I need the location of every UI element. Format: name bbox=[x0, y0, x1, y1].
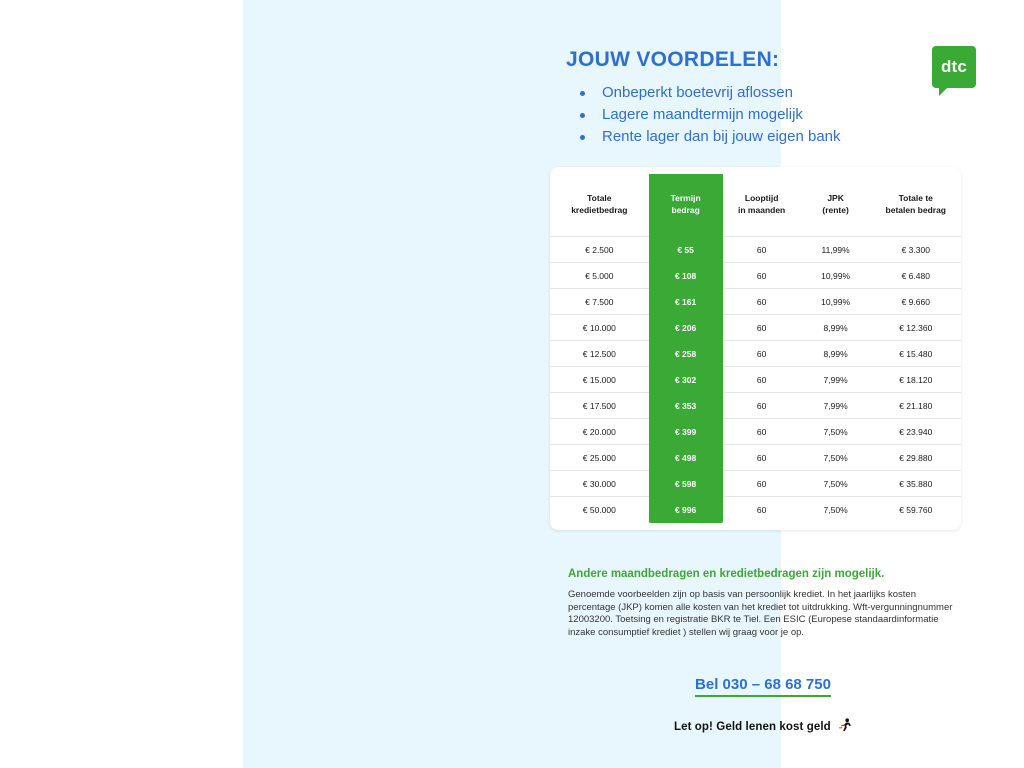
cell-totaal: € 15.480 bbox=[871, 341, 961, 367]
header-line-2: bedrag bbox=[671, 205, 700, 215]
header-line-2: in maanden bbox=[738, 205, 786, 215]
cell-totaal: € 23.940 bbox=[871, 419, 961, 445]
cell-jpk: 10,99% bbox=[801, 289, 871, 315]
cell-termijn: € 161 bbox=[649, 289, 723, 315]
cell-looptijd: 60 bbox=[723, 237, 801, 263]
header-line-2: betalen bedrag bbox=[885, 205, 946, 215]
header-line-2: kredietbedrag bbox=[571, 205, 628, 215]
cell-termijn: € 399 bbox=[649, 419, 723, 445]
cell-jpk: 7,99% bbox=[801, 367, 871, 393]
page-title: JOUW VOORDELEN: bbox=[566, 48, 780, 71]
cell-termijn: € 108 bbox=[649, 263, 723, 289]
cell-krediet: € 10.000 bbox=[550, 315, 649, 341]
table-row bbox=[550, 237, 961, 263]
rates-table-card bbox=[550, 167, 961, 530]
cell-termijn: € 598 bbox=[649, 471, 723, 497]
cell-krediet: € 20.000 bbox=[550, 419, 649, 445]
cell-totaal: € 18.120 bbox=[871, 367, 961, 393]
cell-looptijd: 60 bbox=[723, 471, 801, 497]
cell-krediet: € 17.500 bbox=[550, 393, 649, 419]
cell-looptijd: 60 bbox=[723, 445, 801, 471]
cell-termijn: € 206 bbox=[649, 315, 723, 341]
cell-looptijd: 60 bbox=[723, 289, 801, 315]
cell-termijn: € 302 bbox=[649, 367, 723, 393]
cell-termijn: € 353 bbox=[649, 393, 723, 419]
cell-totaal: € 3.300 bbox=[871, 237, 961, 263]
cell-looptijd: 60 bbox=[723, 341, 801, 367]
footer bbox=[568, 568, 958, 733]
running-person-icon bbox=[839, 718, 852, 735]
cell-termijn: € 498 bbox=[649, 445, 723, 471]
phone-link[interactable]: Bel 030 – 68 68 750 bbox=[695, 676, 831, 697]
list-item bbox=[566, 104, 986, 126]
cell-totaal: € 59.760 bbox=[871, 497, 961, 523]
cell-jpk: 11,99% bbox=[801, 237, 871, 263]
cell-jpk: 8,99% bbox=[801, 315, 871, 341]
cell-looptijd: 60 bbox=[723, 315, 801, 341]
cell-looptijd: 60 bbox=[723, 419, 801, 445]
cell-krediet: € 50.000 bbox=[550, 497, 649, 523]
cell-jpk: 7,50% bbox=[801, 497, 871, 523]
cell-jpk: 7,50% bbox=[801, 419, 871, 445]
cell-looptijd: 60 bbox=[723, 263, 801, 289]
cell-totaal: € 29.880 bbox=[871, 445, 961, 471]
cell-looptijd: 60 bbox=[723, 367, 801, 393]
cell-totaal: € 21.180 bbox=[871, 393, 961, 419]
header-line-1: Totale te bbox=[898, 193, 933, 203]
table-row bbox=[550, 471, 961, 497]
header-line-1: Looptijd bbox=[744, 193, 779, 203]
cell-looptijd: 60 bbox=[723, 393, 801, 419]
bullet-icon bbox=[580, 113, 585, 118]
cell-totaal: € 12.360 bbox=[871, 315, 961, 341]
cell-termijn: € 996 bbox=[649, 497, 723, 523]
header-line-1: Termijn bbox=[670, 193, 701, 203]
benefit-label: Rente lager dan bij jouw eigen bank bbox=[602, 128, 841, 145]
cell-krediet: € 5.000 bbox=[550, 263, 649, 289]
header-line-1: Totale bbox=[587, 193, 612, 203]
table-row bbox=[550, 393, 961, 419]
table-row bbox=[550, 419, 961, 445]
table-row bbox=[550, 367, 961, 393]
column-header-totale-kredietbedrag bbox=[550, 174, 649, 237]
cell-jpk: 7,50% bbox=[801, 445, 871, 471]
cell-totaal: € 9.660 bbox=[871, 289, 961, 315]
table-row bbox=[550, 497, 961, 523]
footer-disclaimer: Genoemde voorbeelden zijn op basis van persoonlijk krediet. In het jaarlijks kosten percentage (JKP) komen alle kosten van het krediet tot uitdrukking. Wft-vergunningnummer 12003200. Toetsing en registratie BKR te Tiel. Een ESIC (Europese standaardinformatie inzake consumptief krediet ) stellen wij graag voor je op. bbox=[568, 589, 953, 638]
column-header-totale-te-betalen bbox=[871, 174, 961, 237]
cell-krediet: € 2.500 bbox=[550, 237, 649, 263]
cell-jpk: 7,99% bbox=[801, 393, 871, 419]
footer-title: Andere maandbedragen en kredietbedragen zijn mogelijk. bbox=[568, 568, 885, 580]
cell-termijn: € 55 bbox=[649, 237, 723, 263]
cell-jpk: 7,50% bbox=[801, 471, 871, 497]
cell-totaal: € 6.480 bbox=[871, 263, 961, 289]
cell-krediet: € 7.500 bbox=[550, 289, 649, 315]
benefits-list bbox=[566, 82, 986, 148]
phone-block bbox=[568, 676, 958, 694]
column-header-termijn-bedrag bbox=[649, 174, 723, 237]
cell-krediet: € 12.500 bbox=[550, 341, 649, 367]
cell-jpk: 8,99% bbox=[801, 341, 871, 367]
dtc-logo bbox=[932, 46, 976, 88]
cell-krediet: € 30.000 bbox=[550, 471, 649, 497]
header bbox=[566, 48, 986, 148]
warning-block bbox=[568, 718, 958, 735]
table-row bbox=[550, 289, 961, 315]
cell-termijn: € 258 bbox=[649, 341, 723, 367]
logo-text: dtc bbox=[940, 57, 968, 76]
cell-looptijd: 60 bbox=[723, 497, 801, 523]
header-line-2: (rente) bbox=[822, 205, 849, 215]
column-header-jpk bbox=[801, 174, 871, 237]
table-row bbox=[550, 315, 961, 341]
header-line-1: JPK bbox=[827, 193, 844, 203]
bullet-icon bbox=[580, 135, 585, 140]
poster-panel bbox=[243, 0, 968, 768]
bullet-icon bbox=[580, 91, 585, 96]
table-header-row bbox=[550, 174, 961, 237]
list-item bbox=[566, 126, 986, 148]
cell-jpk: 10,99% bbox=[801, 263, 871, 289]
benefit-label: Onbeperkt boetevrij aflossen bbox=[602, 84, 793, 101]
table-row bbox=[550, 445, 961, 471]
table-row bbox=[550, 263, 961, 289]
column-header-looptijd bbox=[723, 174, 801, 237]
table-row bbox=[550, 341, 961, 367]
cell-totaal: € 35.880 bbox=[871, 471, 961, 497]
warning-label: Let op! Geld lenen kost geld bbox=[673, 721, 831, 733]
cell-krediet: € 25.000 bbox=[550, 445, 649, 471]
cell-krediet: € 15.000 bbox=[550, 367, 649, 393]
list-item bbox=[566, 82, 986, 104]
rates-table-body bbox=[550, 237, 961, 523]
rates-table bbox=[550, 174, 961, 523]
benefit-label: Lagere maandtermijn mogelijk bbox=[602, 106, 803, 123]
